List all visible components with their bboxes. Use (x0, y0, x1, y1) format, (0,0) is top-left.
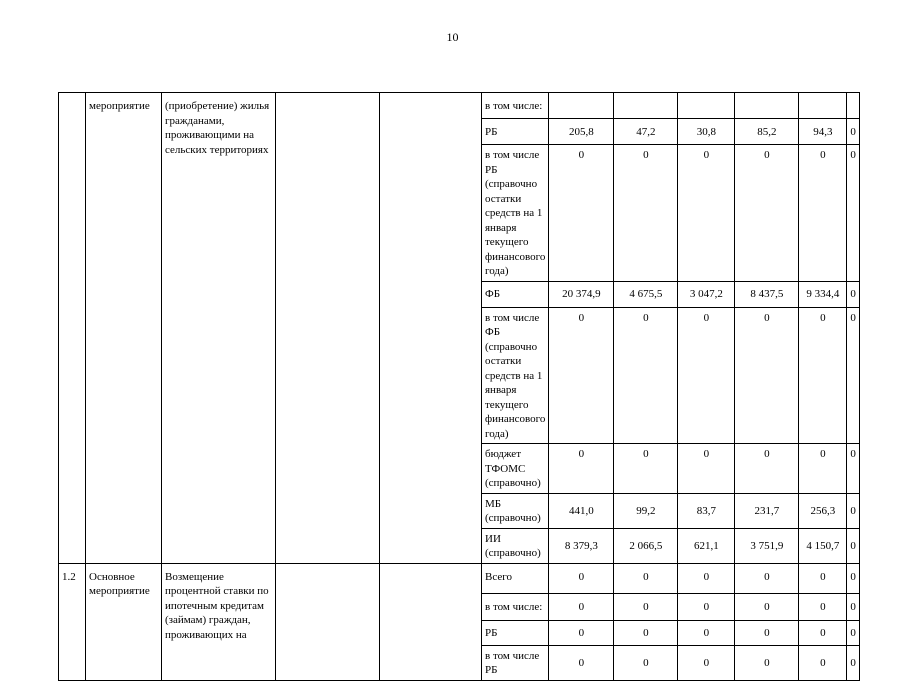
value-cell: 0 (847, 620, 860, 645)
value-cell: 0 (847, 307, 860, 444)
type-cell: Основное мероприятие (86, 563, 162, 680)
source-label-cell: РБ (482, 620, 549, 645)
value-cell: 0 (847, 593, 860, 620)
value-cell: 2 066,5 (614, 528, 678, 563)
value-cell: 0 (614, 444, 678, 494)
executor-cell (276, 93, 380, 564)
value-cell: 0 (847, 119, 860, 145)
value-cell: 0 (847, 145, 860, 282)
value-cell: 0 (549, 563, 614, 593)
source-label-cell: Всего (482, 563, 549, 593)
value-cell: 0 (614, 145, 678, 282)
value-cell: 0 (735, 645, 799, 680)
value-cell: 0 (614, 593, 678, 620)
source-label-cell: РБ (482, 119, 549, 145)
value-cell: 0 (614, 645, 678, 680)
value-cell: 0 (799, 145, 847, 282)
item-number-cell (59, 93, 86, 564)
value-cell: 256,3 (799, 493, 847, 528)
value-cell: 8 437,5 (735, 281, 799, 307)
value-cell: 0 (678, 563, 735, 593)
value-cell: 0 (735, 563, 799, 593)
source-label-cell: МБ (справочно) (482, 493, 549, 528)
value-cell: 0 (614, 563, 678, 593)
value-cell: 0 (735, 307, 799, 444)
source-label-cell: в том числе: (482, 93, 549, 119)
value-cell: 0 (847, 281, 860, 307)
value-cell: 0 (847, 444, 860, 494)
value-cell: 0 (847, 528, 860, 563)
value-cell: 0 (847, 563, 860, 593)
value-cell: 0 (614, 620, 678, 645)
table-section-lower (59, 563, 860, 680)
value-cell (847, 93, 860, 119)
value-cell: 0 (735, 593, 799, 620)
value-cell: 0 (678, 444, 735, 494)
value-cell: 621,1 (678, 528, 735, 563)
value-cell: 0 (549, 444, 614, 494)
table-section-upper (59, 93, 860, 564)
source-label-cell: ФБ (482, 281, 549, 307)
value-cell: 0 (549, 593, 614, 620)
value-cell: 94,3 (799, 119, 847, 145)
item-number-cell: 1.2 (59, 563, 86, 680)
value-cell: 8 379,3 (549, 528, 614, 563)
executor-cell (276, 563, 380, 680)
source-label-cell: в том числе РБ (справочно остатки средств на 1 января текущего финансового года) (482, 145, 549, 282)
value-cell: 0 (549, 307, 614, 444)
table-row (59, 93, 860, 119)
value-cell: 30,8 (678, 119, 735, 145)
value-cell: 0 (678, 645, 735, 680)
value-cell: 0 (847, 645, 860, 680)
description-cell: Возмещение процентной ставки по ипотечным кредитам (займам) граждан, проживающих на (162, 563, 276, 680)
source-label-cell: в том числе ФБ (справочно остатки средств на 1 января текущего финансового года) (482, 307, 549, 444)
value-cell: 4 675,5 (614, 281, 678, 307)
value-cell: 85,2 (735, 119, 799, 145)
value-cell: 0 (799, 645, 847, 680)
value-cell: 99,2 (614, 493, 678, 528)
value-cell: 3 751,9 (735, 528, 799, 563)
gap-cell (380, 93, 482, 564)
value-cell: 83,7 (678, 493, 735, 528)
value-cell (799, 93, 847, 119)
value-cell: 9 334,4 (799, 281, 847, 307)
source-label-cell: в том числе: (482, 593, 549, 620)
type-cell: мероприятие (86, 93, 162, 564)
value-cell: 231,7 (735, 493, 799, 528)
value-cell: 0 (799, 563, 847, 593)
value-cell: 0 (549, 620, 614, 645)
value-cell: 441,0 (549, 493, 614, 528)
value-cell: 0 (735, 444, 799, 494)
value-cell: 0 (549, 645, 614, 680)
value-cell: 47,2 (614, 119, 678, 145)
value-cell: 0 (614, 307, 678, 444)
source-label-cell: ИИ (справочно) (482, 528, 549, 563)
gap-cell (380, 563, 482, 680)
value-cell (735, 93, 799, 119)
value-cell: 0 (549, 145, 614, 282)
source-label-cell: бюджет ТФОМС (справочно) (482, 444, 549, 494)
value-cell (549, 93, 614, 119)
value-cell: 0 (678, 307, 735, 444)
value-cell (614, 93, 678, 119)
value-cell: 0 (735, 620, 799, 645)
table-row (59, 563, 860, 593)
value-cell: 0 (678, 145, 735, 282)
value-cell: 0 (799, 593, 847, 620)
source-label-cell: в том числе РБ (482, 645, 549, 680)
value-cell: 3 047,2 (678, 281, 735, 307)
page-number: 10 (446, 30, 459, 44)
value-cell: 0 (799, 620, 847, 645)
value-cell: 0 (735, 145, 799, 282)
description-cell: (приобретение) жилья гражданами, проживающими на сельских территориях (162, 93, 276, 564)
value-cell (678, 93, 735, 119)
value-cell: 0 (678, 620, 735, 645)
budget-table (58, 92, 860, 681)
value-cell: 0 (799, 444, 847, 494)
value-cell: 0 (678, 593, 735, 620)
value-cell: 205,8 (549, 119, 614, 145)
value-cell: 0 (799, 307, 847, 444)
value-cell: 0 (847, 493, 860, 528)
value-cell: 20 374,9 (549, 281, 614, 307)
value-cell: 4 150,7 (799, 528, 847, 563)
